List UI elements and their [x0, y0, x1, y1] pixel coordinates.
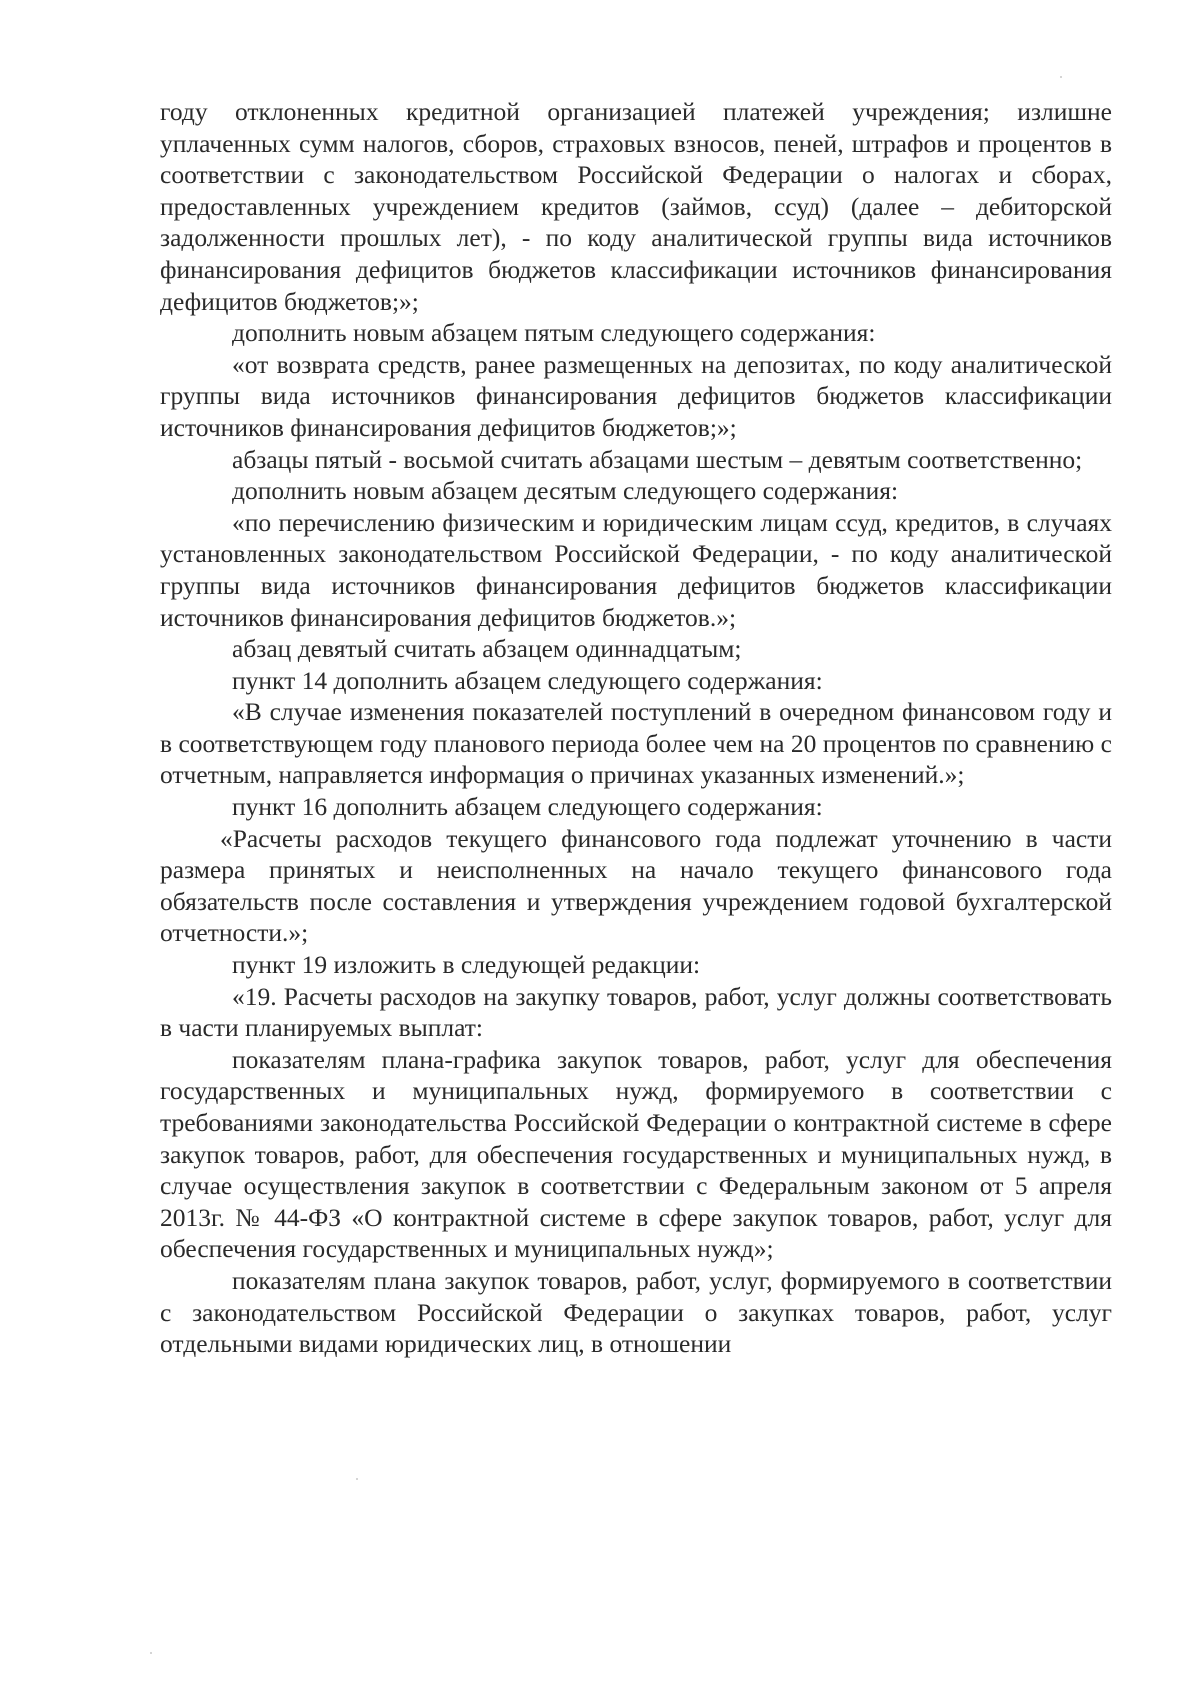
paragraph-3: «от возврата средств, ранее размещенных на депозитах, по коду аналитической группы вида источников финансирования дефицитов бюджетов классификации источников финансирования дефицитов бюджетов;»;	[160, 349, 1112, 442]
paragraph-15: показателям плана закупок товаров, работ, услуг, формируемого в соответствии с законодательством Российской Федерации о закупках товаров, работ, услуг отдельными видами юридических лиц, в отношении	[160, 1265, 1112, 1359]
paragraph-13: «19. Расчеты расходов на закупку товаров, работ, услуг должны соответствовать в части планируемых выплат:	[160, 981, 1112, 1043]
scan-speck	[150, 1652, 152, 1654]
paragraph-10: пункт 16 дополнить абзацем следующего содержания:	[232, 792, 823, 822]
paragraph-12: пункт 19 изложить в следующей редакции:	[232, 950, 701, 980]
paragraph-4: абзацы пятый - восьмой считать абзацами шестым – девятым соответственно;	[232, 444, 1083, 474]
paragraph-1: году отклоненных кредитной организацией платежей учреждения; излишне уплаченных сумм налогов, сборов, страховых взносов, пеней, штрафов и процентов в соответствии с законодательством Российской Федерации о налогах и сборах, предоставленных учреждением кредитов (займов, ссуд) (далее – дебиторской задолженности прошлых лет), - по коду аналитической группы вида источников финансирования дефицитов бюджетов классификации источников финансирования дефицитов бюджетов;»;	[160, 97, 1112, 316]
paragraph-6: «по перечислению физическим и юридическим лицам ссуд, кредитов, в случаях установленных законодательством Российской Федерации, - по коду аналитической группы вида источников финансирования дефицитов бюджетов классификации источников финансирования дефицитов бюджетов.»;	[160, 507, 1112, 632]
paragraph-11: «Расчеты расходов текущего финансового года подлежат уточнению в части размера принятых и неисполненных на начало текущего финансового года обязательств после составления и утверждения учреждением годовой бухгалтерской отчетности.»;	[160, 823, 1112, 948]
scan-speck	[356, 1478, 358, 1480]
scan-speck	[1060, 76, 1062, 78]
paragraph-7: абзац девятый считать абзацем одиннадцатым;	[232, 634, 742, 664]
paragraph-8: пункт 14 дополнить абзацем следующего содержания:	[232, 665, 823, 695]
paragraph-9: «В случае изменения показателей поступлений в очередном финансовом году и в соответствующем году планового периода более чем на 20 процентов по сравнению с отчетным, направляется информация о причинах указанных изменений.»;	[160, 697, 1112, 790]
document-body	[160, 96, 1112, 1360]
paragraph-5: дополнить новым абзацем десятым следующего содержания:	[232, 476, 899, 506]
paragraph-2: дополнить новым абзацем пятым следующего содержания:	[232, 318, 876, 348]
paragraph-14: показателям плана-графика закупок товаров, работ, услуг для обеспечения государственных и муниципальных нужд, формируемого в соответствии с требованиями законодательства Российской Федерации о контрактной системе в сфере закупок товаров, работ, для обеспечения государственных и муниципальных нужд, в случае осуществления закупок в соответствии с Федеральным законом от 5 апреля 2013г. № 44-ФЗ «О контрактной системе в сфере закупок товаров, работ, услуг для обеспечения государственных и муниципальных нужд»;	[160, 1044, 1112, 1264]
